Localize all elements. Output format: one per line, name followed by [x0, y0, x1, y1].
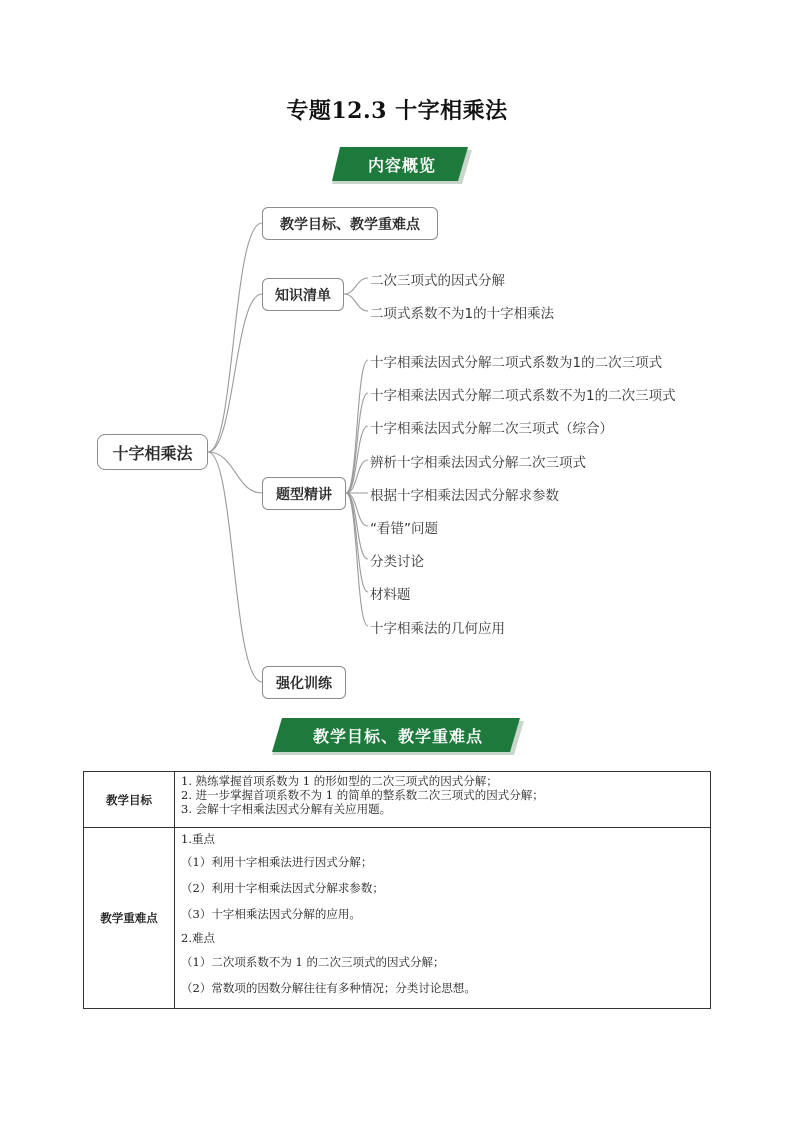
key-header-cell: 教学重难点: [84, 828, 175, 1009]
goal-item: 3. 会解十字相乘法因式分解有关应用题。: [181, 802, 392, 816]
goals-content-cell: [175, 772, 711, 828]
goals-header-cell: 教学目标: [84, 772, 175, 828]
mindmap-leaf: 十字相乘法因式分解二次三项式（综合）: [370, 421, 613, 437]
key-content-cell: [175, 828, 711, 1009]
mindmap-leaf: 十字相乘法因式分解二项式系数不为1的二次三项式: [370, 388, 676, 404]
mindmap-leaf: 十字相乘法的几何应用: [370, 621, 505, 637]
mindmap-branch-goals: [262, 207, 438, 240]
goal-item: 1. 熟练掌握首项系数为 1 的形如型的二次三项式的因式分解；: [181, 774, 498, 788]
goals-banner-label: 教学目标、教学重难点: [312, 726, 483, 746]
table-row: [84, 772, 711, 828]
key-item: （3）十字相乘法因式分解的应用。: [181, 907, 361, 921]
overview-banner-label: 内容概览: [367, 155, 436, 175]
key-item: （1）二次项系数不为 1 的二次三项式的因式分解；: [181, 955, 445, 969]
mindmap-root-label: 十字相乘法: [112, 443, 193, 463]
goal-item: 2. 进一步掌握首项系数不为 1 的简单的整系数二次三项式的因式分解；: [181, 788, 544, 802]
mindmap-leaf: 辨析十字相乘法因式分解二次三项式: [370, 455, 586, 471]
key-item: 1.重点: [181, 832, 215, 846]
mindmap-leaf: 二项式系数不为1的十字相乘法: [370, 306, 555, 322]
mindmap-root-node: [97, 434, 208, 470]
mindmap-branch-problems: [262, 477, 346, 510]
page-title: 专题12.3 十字相乘法: [286, 98, 508, 124]
mindmap-leaf: 根据十字相乘法因式分解求参数: [370, 488, 559, 504]
mindmap-leaf: 十字相乘法因式分解二项式系数为1的二次三项式: [370, 355, 663, 371]
table-row: [84, 828, 711, 1009]
mindmap-leaf: 材料题: [370, 587, 411, 603]
branch-label: 题型精讲: [276, 486, 332, 503]
branch-label: 知识清单: [275, 287, 331, 304]
key-item: （2）利用十字相乘法因式分解求参数；: [181, 881, 384, 895]
key-item: 2.难点: [181, 931, 215, 945]
mindmap-branch-knowledge: [262, 278, 344, 311]
key-item: （2）常数项的因数分解往往有多种情况；分类讨论思想。: [181, 981, 476, 995]
mindmap-leaf: 分类讨论: [370, 554, 424, 570]
goals-table: [83, 771, 711, 1009]
branch-label: 教学目标、教学重难点: [280, 216, 420, 233]
branch-label: 强化训练: [276, 675, 332, 692]
key-item: （1）利用十字相乘法进行因式分解；: [181, 855, 373, 869]
mindmap-leaf: “看错”问题: [370, 521, 438, 537]
mindmap-branch-training: [262, 666, 346, 699]
mindmap-leaf: 二次三项式的因式分解: [370, 273, 505, 289]
goals-banner: [272, 718, 524, 756]
